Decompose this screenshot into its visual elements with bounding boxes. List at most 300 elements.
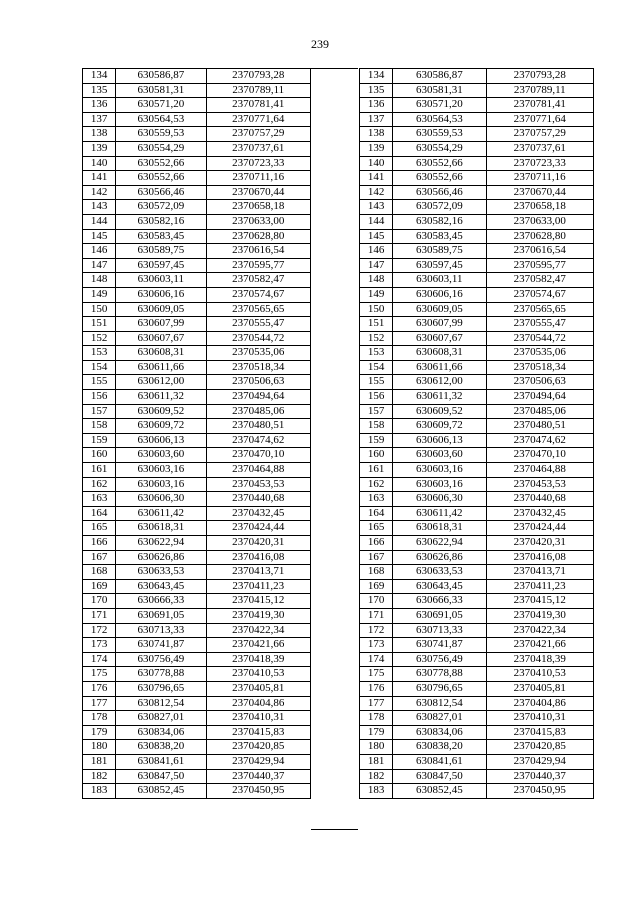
coord-x-cell: 630611,42 bbox=[393, 506, 486, 521]
table-row bbox=[360, 565, 594, 580]
coord-y-cell: 2370440,37 bbox=[206, 769, 310, 784]
table-row bbox=[360, 200, 594, 215]
coord-x-cell: 630606,30 bbox=[393, 492, 486, 507]
coord-y-cell: 2370518,34 bbox=[206, 360, 310, 375]
coord-x-cell: 630691,05 bbox=[116, 608, 206, 623]
table-row bbox=[360, 740, 594, 755]
coord-x-cell: 630622,94 bbox=[393, 536, 486, 551]
coord-y-cell: 2370404,86 bbox=[486, 696, 593, 711]
table-row bbox=[360, 754, 594, 769]
table-row bbox=[360, 667, 594, 682]
point-number-cell: 178 bbox=[83, 711, 116, 726]
coord-x-cell: 630609,72 bbox=[393, 419, 486, 434]
coord-y-cell: 2370789,11 bbox=[486, 83, 593, 98]
coord-y-cell: 2370410,31 bbox=[486, 711, 593, 726]
point-number-cell: 149 bbox=[360, 287, 393, 302]
coord-y-cell: 2370574,67 bbox=[486, 287, 593, 302]
coord-x-cell: 630847,50 bbox=[116, 769, 206, 784]
table-row bbox=[83, 506, 311, 521]
table-row bbox=[360, 433, 594, 448]
coord-y-cell: 2370421,66 bbox=[486, 638, 593, 653]
table-row bbox=[360, 652, 594, 667]
coord-x-cell: 630581,31 bbox=[393, 83, 486, 98]
coord-y-cell: 2370450,95 bbox=[486, 784, 593, 799]
coord-x-cell: 630626,86 bbox=[116, 550, 206, 565]
coord-x-cell: 630583,45 bbox=[393, 229, 486, 244]
point-number-cell: 165 bbox=[360, 521, 393, 536]
table-row bbox=[360, 536, 594, 551]
point-number-cell: 167 bbox=[83, 550, 116, 565]
coord-x-cell: 630611,32 bbox=[116, 390, 206, 405]
coord-y-cell: 2370464,88 bbox=[486, 463, 593, 478]
table-row bbox=[83, 579, 311, 594]
table-row bbox=[360, 492, 594, 507]
coord-x-cell: 630607,99 bbox=[393, 317, 486, 332]
coord-x-cell: 630611,42 bbox=[116, 506, 206, 521]
coord-x-cell: 630741,87 bbox=[393, 638, 486, 653]
coord-x-cell: 630612,00 bbox=[393, 375, 486, 390]
coord-x-cell: 630581,31 bbox=[116, 83, 206, 98]
table-row bbox=[83, 287, 311, 302]
point-number-cell: 158 bbox=[360, 419, 393, 434]
point-number-cell: 167 bbox=[360, 550, 393, 565]
coord-x-cell: 630583,45 bbox=[116, 229, 206, 244]
point-number-cell: 147 bbox=[83, 258, 116, 273]
table-row bbox=[83, 477, 311, 492]
coord-y-cell: 2370470,10 bbox=[486, 448, 593, 463]
coord-y-cell: 2370711,16 bbox=[486, 171, 593, 186]
point-number-cell: 161 bbox=[360, 463, 393, 478]
table-row bbox=[83, 200, 311, 215]
coord-y-cell: 2370544,72 bbox=[206, 331, 310, 346]
coord-x-cell: 630566,46 bbox=[116, 185, 206, 200]
table-row bbox=[360, 594, 594, 609]
point-number-cell: 168 bbox=[360, 565, 393, 580]
table-row bbox=[83, 623, 311, 638]
table-row bbox=[83, 404, 311, 419]
coord-x-cell: 630597,45 bbox=[116, 258, 206, 273]
table-gap bbox=[311, 68, 358, 830]
coord-y-cell: 2370633,00 bbox=[486, 214, 593, 229]
coord-x-cell: 630552,66 bbox=[393, 156, 486, 171]
table-row bbox=[360, 696, 594, 711]
point-number-cell: 154 bbox=[360, 360, 393, 375]
coord-x-cell: 630552,66 bbox=[116, 171, 206, 186]
coord-y-cell: 2370432,45 bbox=[486, 506, 593, 521]
coord-y-cell: 2370415,12 bbox=[206, 594, 310, 609]
table-row bbox=[360, 638, 594, 653]
coord-x-cell: 630756,49 bbox=[393, 652, 486, 667]
point-number-cell: 152 bbox=[360, 331, 393, 346]
coord-y-cell: 2370416,08 bbox=[486, 550, 593, 565]
point-number-cell: 163 bbox=[83, 492, 116, 507]
point-number-cell: 156 bbox=[360, 390, 393, 405]
coord-y-cell: 2370711,16 bbox=[206, 171, 310, 186]
coord-y-cell: 2370628,80 bbox=[486, 229, 593, 244]
coord-x-cell: 630626,86 bbox=[393, 550, 486, 565]
table-row bbox=[83, 83, 311, 98]
point-number-cell: 165 bbox=[83, 521, 116, 536]
coord-x-cell: 630572,09 bbox=[393, 200, 486, 215]
coord-y-cell: 2370771,64 bbox=[486, 112, 593, 127]
coord-x-cell: 630603,60 bbox=[116, 448, 206, 463]
point-number-cell: 176 bbox=[360, 681, 393, 696]
coord-x-cell: 630713,33 bbox=[393, 623, 486, 638]
coord-y-cell: 2370464,88 bbox=[206, 463, 310, 478]
point-number-cell: 148 bbox=[360, 273, 393, 288]
table-row bbox=[83, 375, 311, 390]
coord-y-cell: 2370415,12 bbox=[486, 594, 593, 609]
coord-x-cell: 630796,65 bbox=[393, 681, 486, 696]
point-number-cell: 172 bbox=[360, 623, 393, 638]
table-row bbox=[360, 769, 594, 784]
coord-y-cell: 2370450,95 bbox=[206, 784, 310, 799]
coord-y-cell: 2370480,51 bbox=[206, 419, 310, 434]
coord-y-cell: 2370422,34 bbox=[206, 623, 310, 638]
table-row bbox=[360, 214, 594, 229]
coord-y-cell: 2370453,53 bbox=[206, 477, 310, 492]
point-number-cell: 138 bbox=[360, 127, 393, 142]
coord-x-cell: 630572,09 bbox=[116, 200, 206, 215]
coord-y-cell: 2370757,29 bbox=[206, 127, 310, 142]
coord-x-cell: 630827,01 bbox=[116, 711, 206, 726]
table-row bbox=[83, 608, 311, 623]
point-number-cell: 173 bbox=[83, 638, 116, 653]
table-row bbox=[360, 681, 594, 696]
coord-x-cell: 630812,54 bbox=[116, 696, 206, 711]
table-row bbox=[360, 127, 594, 142]
point-number-cell: 157 bbox=[360, 404, 393, 419]
table-row bbox=[83, 433, 311, 448]
table-row bbox=[360, 725, 594, 740]
table-row bbox=[360, 419, 594, 434]
coord-y-cell: 2370494,64 bbox=[206, 390, 310, 405]
table-row bbox=[360, 375, 594, 390]
point-number-cell: 171 bbox=[83, 608, 116, 623]
coord-y-cell: 2370474,62 bbox=[206, 433, 310, 448]
coord-y-cell: 2370616,54 bbox=[486, 244, 593, 259]
coord-y-cell: 2370565,65 bbox=[206, 302, 310, 317]
table-row bbox=[360, 550, 594, 565]
coord-x-cell: 630633,53 bbox=[116, 565, 206, 580]
table-row bbox=[360, 229, 594, 244]
coord-y-cell: 2370418,39 bbox=[206, 652, 310, 667]
coord-y-cell: 2370555,47 bbox=[206, 317, 310, 332]
point-number-cell: 145 bbox=[360, 229, 393, 244]
table-row bbox=[360, 608, 594, 623]
point-number-cell: 170 bbox=[83, 594, 116, 609]
coordinate-table-left bbox=[82, 68, 311, 799]
point-number-cell: 175 bbox=[360, 667, 393, 682]
coord-x-cell: 630609,05 bbox=[393, 302, 486, 317]
point-number-cell: 166 bbox=[360, 536, 393, 551]
point-number-cell: 166 bbox=[83, 536, 116, 551]
coord-y-cell: 2370405,81 bbox=[486, 681, 593, 696]
coord-x-cell: 630552,66 bbox=[116, 156, 206, 171]
coord-y-cell: 2370480,51 bbox=[486, 419, 593, 434]
coord-x-cell: 630812,54 bbox=[393, 696, 486, 711]
point-number-cell: 169 bbox=[360, 579, 393, 594]
coord-y-cell: 2370420,31 bbox=[486, 536, 593, 551]
table-row bbox=[83, 696, 311, 711]
table-row bbox=[83, 681, 311, 696]
table-row bbox=[83, 331, 311, 346]
coord-x-cell: 630612,00 bbox=[116, 375, 206, 390]
coord-x-cell: 630691,05 bbox=[393, 608, 486, 623]
table-row bbox=[83, 258, 311, 273]
table-row bbox=[83, 273, 311, 288]
coord-x-cell: 630796,65 bbox=[116, 681, 206, 696]
coord-x-cell: 630609,52 bbox=[393, 404, 486, 419]
coord-y-cell: 2370411,23 bbox=[486, 579, 593, 594]
point-number-cell: 135 bbox=[360, 83, 393, 98]
coord-x-cell: 630609,05 bbox=[116, 302, 206, 317]
table-row bbox=[83, 390, 311, 405]
coord-y-cell: 2370670,44 bbox=[486, 185, 593, 200]
coord-x-cell: 630633,53 bbox=[393, 565, 486, 580]
coord-x-cell: 630834,06 bbox=[393, 725, 486, 740]
table-row bbox=[360, 360, 594, 375]
coord-x-cell: 630564,53 bbox=[116, 112, 206, 127]
table-row bbox=[360, 69, 594, 84]
point-number-cell: 136 bbox=[83, 98, 116, 113]
table-row bbox=[360, 112, 594, 127]
point-number-cell: 164 bbox=[83, 506, 116, 521]
point-number-cell: 139 bbox=[83, 141, 116, 156]
coord-y-cell: 2370440,37 bbox=[486, 769, 593, 784]
table-row bbox=[360, 185, 594, 200]
table-row bbox=[360, 711, 594, 726]
table-row bbox=[83, 740, 311, 755]
coord-y-cell: 2370420,85 bbox=[486, 740, 593, 755]
coord-y-cell: 2370440,68 bbox=[486, 492, 593, 507]
point-number-cell: 174 bbox=[83, 652, 116, 667]
point-number-cell: 162 bbox=[83, 477, 116, 492]
coord-y-cell: 2370485,06 bbox=[486, 404, 593, 419]
table-row bbox=[360, 448, 594, 463]
point-number-cell: 183 bbox=[83, 784, 116, 799]
coord-x-cell: 630841,61 bbox=[393, 754, 486, 769]
table-row bbox=[83, 492, 311, 507]
table-row bbox=[360, 156, 594, 171]
coord-x-cell: 630582,16 bbox=[116, 214, 206, 229]
coordinate-table-right bbox=[359, 68, 594, 799]
coord-x-cell: 630713,33 bbox=[116, 623, 206, 638]
point-number-cell: 180 bbox=[360, 740, 393, 755]
table-row bbox=[83, 594, 311, 609]
table-row bbox=[83, 229, 311, 244]
coord-y-cell: 2370723,33 bbox=[486, 156, 593, 171]
point-number-cell: 163 bbox=[360, 492, 393, 507]
coord-y-cell: 2370535,06 bbox=[206, 346, 310, 361]
coord-y-cell: 2370404,86 bbox=[206, 696, 310, 711]
point-number-cell: 139 bbox=[360, 141, 393, 156]
coord-y-cell: 2370415,83 bbox=[486, 725, 593, 740]
coord-y-cell: 2370453,53 bbox=[486, 477, 593, 492]
point-number-cell: 148 bbox=[83, 273, 116, 288]
point-number-cell: 147 bbox=[360, 258, 393, 273]
point-number-cell: 156 bbox=[83, 390, 116, 405]
coord-x-cell: 630618,31 bbox=[393, 521, 486, 536]
coord-y-cell: 2370582,47 bbox=[206, 273, 310, 288]
table-row bbox=[83, 565, 311, 580]
table-row bbox=[83, 769, 311, 784]
point-number-cell: 134 bbox=[360, 69, 393, 84]
coord-x-cell: 630603,16 bbox=[116, 463, 206, 478]
coord-y-cell: 2370418,39 bbox=[486, 652, 593, 667]
coord-x-cell: 630834,06 bbox=[116, 725, 206, 740]
coord-y-cell: 2370616,54 bbox=[206, 244, 310, 259]
coord-x-cell: 630603,16 bbox=[393, 463, 486, 478]
table-row bbox=[83, 112, 311, 127]
point-number-cell: 180 bbox=[83, 740, 116, 755]
table-row bbox=[83, 725, 311, 740]
table-row bbox=[360, 141, 594, 156]
coord-x-cell: 630852,45 bbox=[116, 784, 206, 799]
table-row bbox=[360, 506, 594, 521]
point-number-cell: 169 bbox=[83, 579, 116, 594]
table-row bbox=[360, 477, 594, 492]
coord-x-cell: 630603,16 bbox=[393, 477, 486, 492]
coord-y-cell: 2370544,72 bbox=[486, 331, 593, 346]
table-row bbox=[83, 302, 311, 317]
coord-y-cell: 2370494,64 bbox=[486, 390, 593, 405]
point-number-cell: 182 bbox=[360, 769, 393, 784]
table-row bbox=[83, 711, 311, 726]
table-row bbox=[83, 784, 311, 799]
coord-y-cell: 2370793,28 bbox=[486, 69, 593, 84]
coord-x-cell: 630589,75 bbox=[116, 244, 206, 259]
coord-y-cell: 2370416,08 bbox=[206, 550, 310, 565]
coord-y-cell: 2370628,80 bbox=[206, 229, 310, 244]
table-row bbox=[360, 346, 594, 361]
point-number-cell: 153 bbox=[83, 346, 116, 361]
table-row bbox=[83, 754, 311, 769]
coord-y-cell: 2370595,77 bbox=[206, 258, 310, 273]
point-number-cell: 158 bbox=[83, 419, 116, 434]
point-number-cell: 140 bbox=[83, 156, 116, 171]
coord-y-cell: 2370485,06 bbox=[206, 404, 310, 419]
coord-y-cell: 2370555,47 bbox=[486, 317, 593, 332]
table-row bbox=[360, 83, 594, 98]
coord-y-cell: 2370757,29 bbox=[486, 127, 593, 142]
coord-x-cell: 630611,32 bbox=[393, 390, 486, 405]
point-number-cell: 142 bbox=[83, 185, 116, 200]
table-row bbox=[83, 317, 311, 332]
table-row bbox=[360, 98, 594, 113]
table-row bbox=[360, 331, 594, 346]
point-number-cell: 183 bbox=[360, 784, 393, 799]
point-number-cell: 154 bbox=[83, 360, 116, 375]
coord-y-cell: 2370413,71 bbox=[486, 565, 593, 580]
coord-x-cell: 630608,31 bbox=[393, 346, 486, 361]
table-row bbox=[360, 244, 594, 259]
coord-y-cell: 2370781,41 bbox=[486, 98, 593, 113]
point-number-cell: 140 bbox=[360, 156, 393, 171]
coord-x-cell: 630586,87 bbox=[116, 69, 206, 84]
point-number-cell: 170 bbox=[360, 594, 393, 609]
point-number-cell: 153 bbox=[360, 346, 393, 361]
coord-x-cell: 630827,01 bbox=[393, 711, 486, 726]
table-row bbox=[83, 98, 311, 113]
coord-y-cell: 2370670,44 bbox=[206, 185, 310, 200]
coord-y-cell: 2370595,77 bbox=[486, 258, 593, 273]
coord-x-cell: 630603,11 bbox=[116, 273, 206, 288]
coord-y-cell: 2370421,66 bbox=[206, 638, 310, 653]
coord-x-cell: 630552,66 bbox=[393, 171, 486, 186]
coord-y-cell: 2370424,44 bbox=[486, 521, 593, 536]
coord-y-cell: 2370420,85 bbox=[206, 740, 310, 755]
table-row bbox=[83, 536, 311, 551]
table-row bbox=[360, 287, 594, 302]
coord-x-cell: 630571,20 bbox=[116, 98, 206, 113]
point-number-cell: 143 bbox=[360, 200, 393, 215]
point-number-cell: 146 bbox=[83, 244, 116, 259]
point-number-cell: 174 bbox=[360, 652, 393, 667]
coord-y-cell: 2370413,71 bbox=[206, 565, 310, 580]
coord-x-cell: 630606,16 bbox=[116, 287, 206, 302]
point-number-cell: 157 bbox=[83, 404, 116, 419]
coord-x-cell: 630607,99 bbox=[116, 317, 206, 332]
coord-y-cell: 2370781,41 bbox=[206, 98, 310, 113]
coord-y-cell: 2370440,68 bbox=[206, 492, 310, 507]
coord-y-cell: 2370737,61 bbox=[206, 141, 310, 156]
point-number-cell: 142 bbox=[360, 185, 393, 200]
coord-y-cell: 2370574,67 bbox=[206, 287, 310, 302]
coord-y-cell: 2370411,23 bbox=[206, 579, 310, 594]
point-number-cell: 179 bbox=[360, 725, 393, 740]
point-number-cell: 146 bbox=[360, 244, 393, 259]
coord-x-cell: 630666,33 bbox=[116, 594, 206, 609]
table-row bbox=[360, 784, 594, 799]
point-number-cell: 150 bbox=[360, 302, 393, 317]
coord-y-cell: 2370415,83 bbox=[206, 725, 310, 740]
coord-x-cell: 630609,52 bbox=[116, 404, 206, 419]
coord-x-cell: 630603,60 bbox=[393, 448, 486, 463]
point-number-cell: 160 bbox=[360, 448, 393, 463]
point-number-cell: 181 bbox=[360, 754, 393, 769]
table-row bbox=[360, 273, 594, 288]
table-row bbox=[83, 550, 311, 565]
coord-x-cell: 630741,87 bbox=[116, 638, 206, 653]
table-row bbox=[83, 141, 311, 156]
coord-x-cell: 630607,67 bbox=[116, 331, 206, 346]
point-number-cell: 155 bbox=[83, 375, 116, 390]
coord-x-cell: 630666,33 bbox=[393, 594, 486, 609]
coord-x-cell: 630603,11 bbox=[393, 273, 486, 288]
coord-y-cell: 2370410,31 bbox=[206, 711, 310, 726]
coord-x-cell: 630611,66 bbox=[116, 360, 206, 375]
coord-y-cell: 2370429,94 bbox=[486, 754, 593, 769]
table-row bbox=[360, 404, 594, 419]
point-number-cell: 179 bbox=[83, 725, 116, 740]
coord-y-cell: 2370419,30 bbox=[206, 608, 310, 623]
coord-y-cell: 2370420,31 bbox=[206, 536, 310, 551]
coord-x-cell: 630606,13 bbox=[393, 433, 486, 448]
coord-y-cell: 2370422,34 bbox=[486, 623, 593, 638]
point-number-cell: 171 bbox=[360, 608, 393, 623]
table-row bbox=[83, 185, 311, 200]
point-number-cell: 141 bbox=[360, 171, 393, 186]
point-number-cell: 159 bbox=[360, 433, 393, 448]
coord-x-cell: 630852,45 bbox=[393, 784, 486, 799]
table-row bbox=[360, 463, 594, 478]
table-row bbox=[83, 244, 311, 259]
table-row bbox=[360, 521, 594, 536]
coord-x-cell: 630838,20 bbox=[116, 740, 206, 755]
point-number-cell: 177 bbox=[83, 696, 116, 711]
coord-y-cell: 2370506,63 bbox=[486, 375, 593, 390]
